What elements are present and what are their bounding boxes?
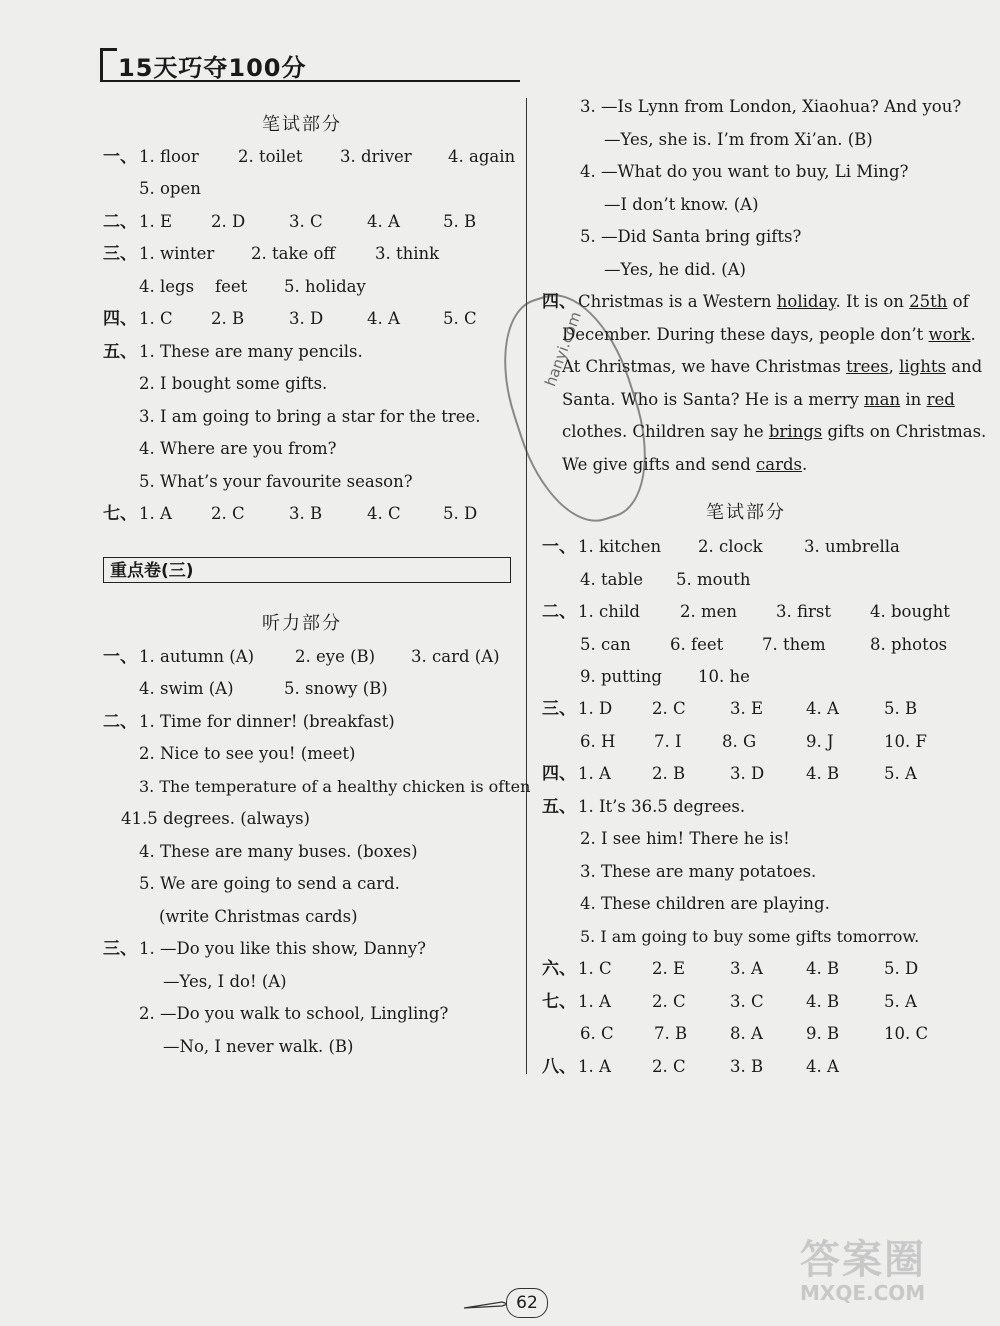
pen-icon [462,1300,510,1310]
blank-answer: lights [899,357,946,376]
answer-row [580,662,880,692]
question-number: 二、 [103,212,137,232]
answer: 10. C [884,1024,929,1043]
sentence: —No, I never walk. (B) [163,1037,354,1056]
answer-row-4 [103,304,523,334]
answer-row-2 [542,597,982,627]
answer: 2. C [211,504,245,523]
question-number: 七、 [103,504,137,524]
watermark-url: MXQE.COM [800,1281,926,1305]
answer-row-5 [103,337,523,367]
answer: 4. A [806,1057,839,1076]
answer-row-2 [103,207,523,237]
answer: 1. A [139,504,172,523]
answer: 9. putting [580,667,662,686]
answer: 1. D [578,699,613,718]
sentence: 4. —What do you want to buy, Li Ming? [580,162,909,181]
sentence: —Yes, I do! (A) [163,972,287,991]
answer: 3. E [730,699,764,718]
sentence: 1. These are many pencils. [139,342,363,361]
sentence: 2. Nice to see you! (meet) [139,744,356,763]
question-number: 四、 [542,292,576,312]
answer: 10. F [884,732,927,751]
blank-answer: work [928,325,971,344]
answer: 4. A [367,309,400,328]
passage-line-1 [542,287,982,317]
answer: 2. clock [698,537,763,556]
passage-text: December. During these days, people don’t work. [562,325,976,344]
answer: 5. D [443,504,478,523]
sentence: 4. These children are playing. [580,894,830,913]
answer: 4. again [448,147,516,166]
question-number: 六、 [542,959,576,979]
sentence: 3. These are many potatoes. [580,862,817,881]
sentence: 5. I am going to buy some gifts tomorrow. [580,927,920,946]
answer-row [139,272,519,302]
answer: 7. B [654,1024,688,1043]
answer: 1. autumn (A) [139,647,255,666]
blank-answer: holiday [776,292,836,311]
answer: 8. G [722,732,757,751]
answer: 1. child [578,602,640,621]
sentence: 3. The temperature of a healthy chicken is often [139,777,531,796]
sentence: 5. We are going to send a card. [139,874,400,893]
blank-answer: trees [846,357,889,376]
answer: 9. B [806,1024,840,1043]
header-rule [100,80,520,82]
answer: 3. driver [340,147,412,166]
answer: 2. C [652,699,686,718]
answer: 4. A [367,212,400,231]
sentence: —I don’t know. (A) [604,195,759,214]
answer: 4. legs [139,277,195,296]
answer: 4. bought [870,602,950,621]
question-number: 二、 [542,602,576,622]
sentence: 4. Where are you from? [139,439,337,458]
answer: 3. B [730,1057,764,1076]
answer: 1. winter [139,244,215,263]
question-number: 三、 [103,244,137,264]
answer: 4. swim (A) [139,679,234,698]
answer-row-7 [103,499,523,529]
question-number: 四、 [542,764,576,784]
answer: 2. D [211,212,246,231]
answer: 1. A [578,764,611,783]
answer-row [580,630,980,660]
answer: 7. them [762,635,826,654]
answer: 2. C [652,1057,686,1076]
question-number: 一、 [542,537,576,557]
sentence: 5. What’s your favourite season? [139,472,413,491]
question-number: 八、 [542,1057,576,1077]
section-title-written: 笔试部分 [262,114,342,135]
watermark [800,1228,926,1305]
answer: 4. table [580,570,644,589]
sentence: 3. —Is Lynn from London, Xiaohua? And you? [580,97,962,116]
answer: 4. A [806,699,839,718]
section-box-title: 重点卷(三) [103,557,511,583]
sentence: 1. Time for dinner! (breakfast) [139,712,395,731]
sentence: —Yes, he did. (A) [604,260,746,279]
answer: 6. C [580,1024,614,1043]
blank-answer: 25th [909,292,948,311]
answer: 1. C [578,959,612,978]
sentence: (write Christmas cards) [159,907,358,926]
answer: 3. B [289,504,323,523]
section-title-listening: 听力部分 [262,613,342,634]
sentence: 4. These are many buses. (boxes) [139,842,418,861]
blank-answer: brings [768,422,823,441]
answer: 3. D [730,764,765,783]
answer: 4. B [806,764,840,783]
passage-text: We give gifts and send cards. [562,455,808,474]
answer-row [580,565,960,595]
listening-row-2 [103,707,523,737]
question-number: 三、 [103,939,137,959]
answer-row-7 [542,987,982,1017]
stamp-text: hanyi.com [541,309,585,389]
question-number: 一、 [103,647,137,667]
answer: 3. C [289,212,323,231]
page-number: 62 [506,1288,548,1318]
sentence: —Yes, she is. I’m from Xi’an. (B) [604,130,873,149]
answer: 5. open [139,179,201,198]
answer: 4. C [367,504,401,523]
answer: 2. E [652,959,686,978]
watermark-cn: 答案圈 [800,1237,926,1283]
header-bracket-decoration [100,48,117,81]
answer: 1. E [139,212,173,231]
answer-row-4 [542,759,982,789]
book-header [100,42,520,82]
answer: 2. C [652,992,686,1011]
sentence: 3. I am going to bring a star for the tree. [139,407,481,426]
listening-row-3 [103,934,523,964]
question-number: 七、 [542,992,576,1012]
answer-row [580,1019,980,1049]
answer: 5. can [580,635,631,654]
sentence: 1. —Do you like this show, Danny? [139,939,427,958]
answer: 5. A [884,764,917,783]
question-number: 五、 [103,342,137,362]
answer-row-1 [103,142,523,172]
question-number: 二、 [103,712,137,732]
answer: 2. men [680,602,738,621]
listening-row-1 [103,642,523,672]
answer: 5. snowy (B) [284,679,388,698]
section-title-written: 笔试部分 [706,502,786,523]
listening-row [139,674,519,704]
answer: 3. A [730,959,763,978]
answer: 3. D [289,309,324,328]
question-number: 四、 [103,309,137,329]
answer: 1. floor [139,147,199,166]
passage-text: clothes. Children say he brings gifts on Christmas. [562,422,987,441]
sentence: 5. —Did Santa bring gifts? [580,227,802,246]
answer-row [580,727,980,757]
answer: 1. C [139,309,173,328]
sentence: 2. I see him! There he is! [580,829,790,848]
answer-row-3 [103,239,523,269]
answer: 2. B [652,764,686,783]
answer: 1. A [578,992,611,1011]
answer: 3. C [730,992,764,1011]
book-title: 15天巧夺100分 [118,54,307,82]
sentence: 2. —Do you walk to school, Lingling? [139,1004,449,1023]
answer: 5. D [884,959,919,978]
answer: 2. toilet [238,147,303,166]
passage-text: Santa. Who is Santa? He is a merry man in red [562,390,955,409]
answer: 2. eye (B) [295,647,376,666]
answer: 9. J [806,732,834,751]
question-number: 五、 [542,797,576,817]
answer: 1. A [578,1057,611,1076]
sentence: 41.5 degrees. (always) [121,809,310,828]
answer: 2. B [211,309,245,328]
answer: 3. card (A) [411,647,500,666]
answer: 5. mouth [676,570,751,589]
blank-answer: red [926,390,955,409]
answer-row-5 [542,792,982,822]
answer-row-8 [542,1052,982,1082]
answer-row-1 [542,532,982,562]
answer: 5. holiday [284,277,366,296]
answer: 10. he [698,667,750,686]
blank-answer: cards [756,455,803,474]
answer: feet [215,277,248,296]
question-number: 三、 [542,699,576,719]
answer: 6. feet [670,635,724,654]
sentence: 1. It’s 36.5 degrees. [578,797,746,816]
answer: 3. umbrella [804,537,900,556]
answer-row-3 [542,694,982,724]
answer: 4. B [806,959,840,978]
answer: 3. think [375,244,440,263]
answer: 5. C [443,309,477,328]
sentence: 2. I bought some gifts. [139,374,328,393]
column-divider [526,98,527,1074]
passage-text: At Christmas, we have Christmas trees, lights and [562,357,983,376]
answer-row-6 [542,954,982,984]
answer: 8. A [730,1024,763,1043]
answer: 5. B [884,699,918,718]
blank-answer: man [864,390,901,409]
answer: 4. B [806,992,840,1011]
question-number: 一、 [103,147,137,167]
answer: 5. B [443,212,477,231]
answer: 8. photos [870,635,948,654]
answer: 2. take off [251,244,336,263]
answer: 1. kitchen [578,537,662,556]
answer: 7. I [654,732,682,751]
passage-text: Christmas is a Western holiday. It is on 25th of [578,292,969,311]
answer: 5. A [884,992,917,1011]
answer: 3. first [776,602,831,621]
answer: 6. H [580,732,616,751]
